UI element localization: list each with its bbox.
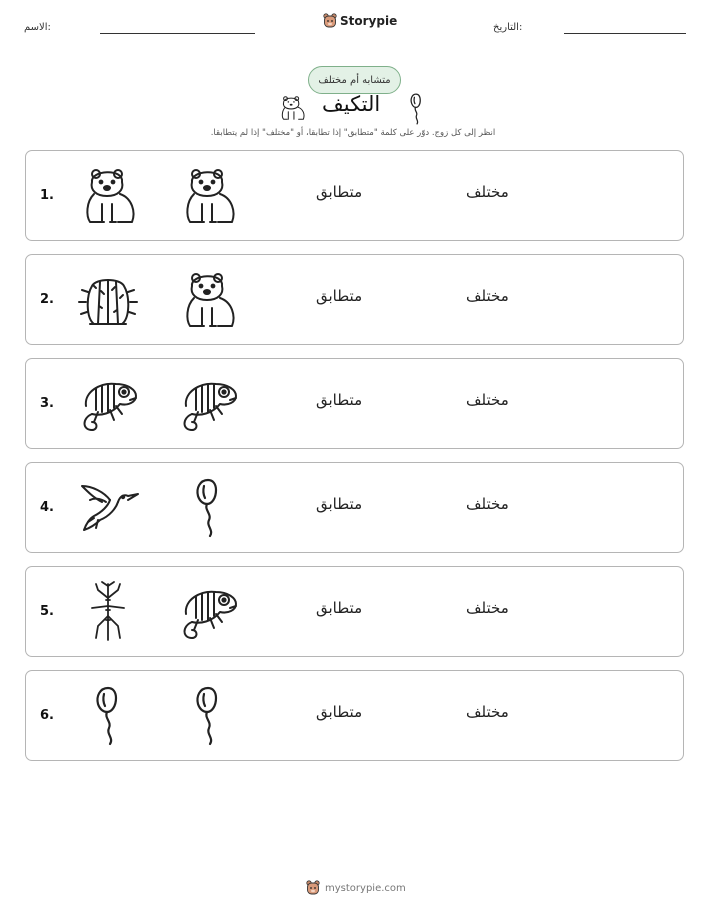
different-option[interactable]: مختلف [466, 599, 509, 617]
cactus-picture [76, 268, 140, 332]
brand-name: Storypie [340, 14, 398, 28]
instructions: انظر إلى كل زوج. دوّر على كلمة "متطابق" إذا تطابقا، أو "مختلف" إذا لم يتطابقا. [210, 128, 496, 138]
name-label: الاسم: [24, 22, 51, 33]
question-row-2 [25, 254, 684, 345]
chameleon-picture [76, 372, 140, 436]
seed-sprout-icon [76, 684, 140, 748]
question-number: 3. [40, 396, 54, 411]
question-row-5 [25, 566, 684, 657]
question-row-6 [25, 670, 684, 761]
seed-sprout-picture [176, 476, 240, 540]
question-number: 6. [40, 708, 54, 723]
name-line[interactable] [100, 33, 255, 34]
stick-insect-icon [76, 580, 140, 644]
question-number: 4. [40, 500, 54, 515]
different-option[interactable]: مختلف [466, 703, 509, 721]
same-option[interactable]: متطابق [316, 391, 363, 409]
seed-sprout-picture [176, 684, 240, 748]
hummingbird-picture [76, 476, 140, 540]
same-option[interactable]: متطابق [316, 287, 363, 305]
different-option[interactable]: مختلف [466, 495, 509, 513]
same-option[interactable]: متطابق [316, 703, 363, 721]
worksheet-tag: متشابه أم مختلف [308, 66, 401, 94]
brand-logo [323, 13, 397, 29]
polar-bear-icon [176, 164, 240, 228]
storypie-mascot-icon [306, 880, 320, 896]
chameleon-icon [176, 372, 240, 436]
different-option[interactable]: مختلف [466, 183, 509, 201]
different-option[interactable]: مختلف [466, 391, 509, 409]
seed-sprout-icon [406, 92, 426, 126]
polar-bear-icon [278, 92, 308, 124]
seed-sprout-picture [76, 684, 140, 748]
question-row-4 [25, 462, 684, 553]
polar-bear-picture [76, 164, 140, 228]
question-number: 5. [40, 604, 54, 619]
polar-bear-icon [76, 164, 140, 228]
question-row-3 [25, 358, 684, 449]
cactus-icon [76, 268, 140, 332]
chameleon-icon [176, 580, 240, 644]
chameleon-icon [76, 372, 140, 436]
chameleon-picture [176, 372, 240, 436]
question-number: 1. [40, 188, 54, 203]
page-title: التكيف [322, 92, 381, 116]
date-label: التاريخ: [493, 22, 523, 33]
polar-bear-picture [176, 268, 240, 332]
seed-sprout-icon [176, 476, 240, 540]
title-row [278, 92, 428, 128]
footer-site-link[interactable]: mystorypie.com [325, 882, 406, 894]
different-option[interactable]: مختلف [466, 287, 509, 305]
seed-sprout-icon [176, 684, 240, 748]
question-row-1 [25, 150, 684, 241]
hummingbird-icon [76, 476, 140, 540]
storypie-mascot-icon [323, 13, 337, 29]
polar-bear-icon [176, 268, 240, 332]
footer [306, 880, 406, 896]
same-option[interactable]: متطابق [316, 183, 363, 201]
same-option[interactable]: متطابق [316, 495, 363, 513]
question-number: 2. [40, 292, 54, 307]
date-line[interactable] [564, 33, 686, 34]
stick-insect-picture [76, 580, 140, 644]
same-option[interactable]: متطابق [316, 599, 363, 617]
chameleon-picture [176, 580, 240, 644]
polar-bear-picture [176, 164, 240, 228]
